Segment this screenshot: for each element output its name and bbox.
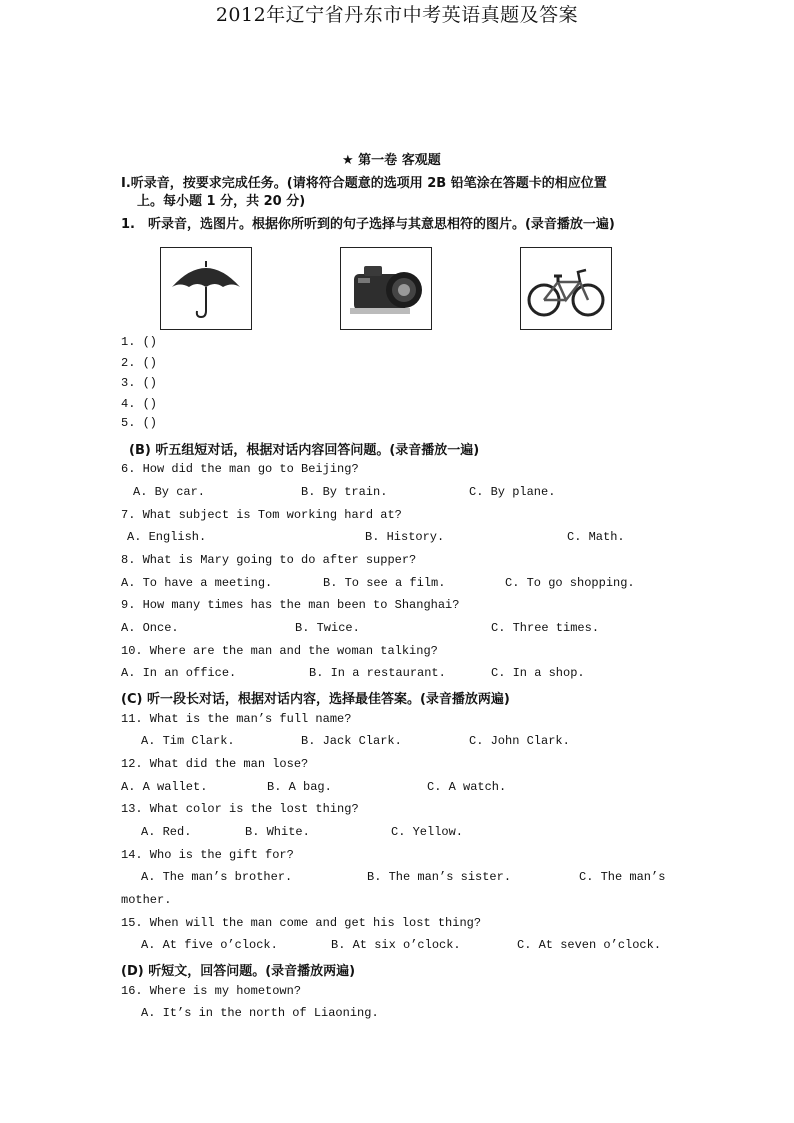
q10-option-c: C. In a shop.: [491, 666, 585, 680]
q10-option-a: A. In an office.: [121, 666, 237, 680]
part1-heading-line1: Ⅰ.听录音，按要求完成任务。(请将符合题意的选项用 2B 铅笔涂在答题卡的相应位置: [121, 176, 607, 191]
q6-option-c: C. By plane.: [469, 485, 556, 499]
q12-option-c: C. A watch.: [427, 780, 507, 794]
camera-icon: [344, 252, 428, 326]
q11-option-c: C. John Clark.: [469, 734, 570, 748]
q9-option-a: A. Once.: [121, 621, 179, 635]
q8-option-a: A. To have a meeting.: [121, 576, 273, 590]
q14-option-c: C. The man’s: [579, 870, 666, 884]
q12-option-a: A. A wallet.: [121, 780, 208, 794]
question-12: 12. What did the man lose?: [121, 757, 309, 771]
umbrella-icon: [166, 253, 246, 325]
question-11: 11. What is the man’s full name?: [121, 712, 352, 726]
q14-option-a: A. The man’s brother.: [141, 870, 293, 884]
q13-option-a: A. Red.: [141, 825, 192, 839]
question-13: 13. What color is the lost thing?: [121, 802, 359, 816]
q9-option-b: B. Twice.: [295, 621, 360, 635]
volume-heading: ★ 第一卷 客观题: [342, 153, 441, 168]
blank-3[interactable]: 3. (): [121, 376, 158, 390]
question-16: 16. Where is my hometown?: [121, 984, 302, 998]
q14-option-c-continued: mother.: [121, 893, 172, 907]
q16-option-a: A. It’s in the north of Liaoning.: [141, 1006, 379, 1020]
q15-option-a: A. At five o’clock.: [141, 938, 278, 952]
picture-camera: [340, 247, 432, 330]
section-b-instruction: (B) 听五组短对话，根据对话内容回答问题。(录音播放一遍): [129, 443, 480, 458]
blank-5[interactable]: 5. (): [121, 416, 158, 430]
question-14: 14. Who is the gift for?: [121, 848, 294, 862]
question-9: 9. How many times has the man been to Shanghai?: [121, 598, 460, 612]
picture-umbrella: [160, 247, 252, 330]
q11-option-b: B. Jack Clark.: [301, 734, 402, 748]
q10-option-b: B. In a restaurant.: [309, 666, 446, 680]
question-15: 15. When will the man come and get his lost thing?: [121, 916, 482, 930]
blank-4[interactable]: 4. (): [121, 397, 158, 411]
blank-1[interactable]: 1. (): [121, 335, 158, 349]
question-7: 7. What subject is Tom working hard at?: [121, 508, 402, 522]
q7-option-c: C. Math.: [567, 530, 625, 544]
q7-option-b: B. History.: [365, 530, 445, 544]
q12-option-b: B. A bag.: [267, 780, 332, 794]
q7-option-a: A. English.: [127, 530, 207, 544]
q8-option-b: B. To see a film.: [323, 576, 446, 590]
q14-option-b: B. The man’s sister.: [367, 870, 512, 884]
q13-option-b: B. White.: [245, 825, 310, 839]
q6-option-b: B. By train.: [301, 485, 388, 499]
question-10: 10. Where are the man and the woman talking?: [121, 644, 438, 658]
section-a-instruction: 1. 听录音，选图片。根据你所听到的句子选择与其意思相符的图片。(录音播放一遍): [121, 217, 615, 232]
blank-2[interactable]: 2. (): [121, 356, 158, 370]
bicycle-icon: [524, 254, 608, 324]
part1-heading-line2: 上。每小题 1 分，共 20 分): [137, 194, 306, 209]
q13-option-c: C. Yellow.: [391, 825, 464, 839]
q11-option-a: A. Tim Clark.: [141, 734, 235, 748]
question-8: 8. What is Mary going to do after supper?: [121, 553, 417, 567]
q15-option-c: C. At seven o’clock.: [517, 938, 662, 952]
section-d-instruction: (D) 听短文，回答问题。(录音播放两遍): [121, 964, 356, 979]
document-title: 2012年辽宁省丹东市中考英语真题及答案: [215, 4, 579, 26]
picture-bicycle: [520, 247, 612, 330]
q6-option-a: A. By car.: [133, 485, 206, 499]
q8-option-c: C. To go shopping.: [505, 576, 635, 590]
q15-option-b: B. At six o’clock.: [331, 938, 461, 952]
question-6: 6. How did the man go to Beijing?: [121, 462, 359, 476]
section-c-instruction: (C) 听一段长对话，根据对话内容，选择最佳答案。(录音播放两遍): [121, 692, 510, 707]
q9-option-c: C. Three times.: [491, 621, 600, 635]
